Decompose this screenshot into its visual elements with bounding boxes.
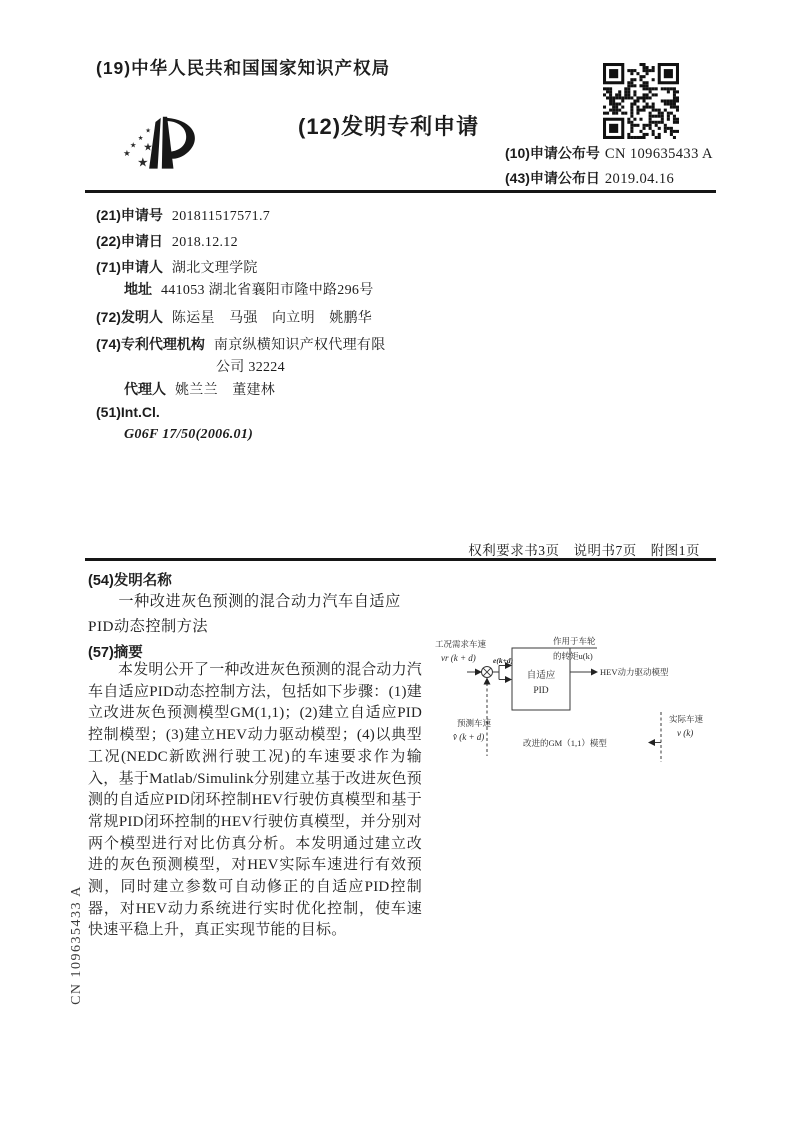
agency-row-line2 [216,356,285,376]
arrow-into-sum-icon [475,669,482,676]
abstract-text: 本发明公开了一种改进灰色预测的混合动力汽车自适应PID动态控制方法，包括如下步骤：(1)建立改进灰色预测模型GM(1,1)；(2)建立自适应PID控制模型；(3)建立HEV动力驱动模型；(4)以典型工况(NEDC新欧洲行驶工况)的车速要求作为输入，基于Matlab/Simulink分别建立基于改进灰色预测的自适应PID闭环控制HEV行驶仿真模型和基于常规PID闭环控制的HEV行驶仿真模型，并分别对两个模型进行对比仿真分析。本发明通过建立改进的灰色预测模型，对HEV实际车速进行有效预测，同时建立参数可自动修正的自适应PID控制器，对HEV动力系统进行实时优化控制，使车速快速平稳上升，真正实现节能的目标。 [88,662,423,939]
address-label: 地址 [124,281,152,297]
agency-row [96,334,386,354]
svg-text:★: ★ [129,140,137,150]
address-value: 441053 湖北省襄阳市隆中路296号 [161,283,374,298]
svg-text:★: ★ [123,147,131,158]
diagram-predicted-speed-label: 预测车速 [457,718,492,728]
diagram-actual-speed-var: v (k) [677,728,694,738]
svg-text:★: ★ [137,154,149,170]
app-date-row [96,231,238,251]
diagram-error-var: e(k+d) [493,656,514,665]
cnipa-logo-icon [112,103,218,193]
invention-title-line2: PID动态控制方法 [88,618,209,635]
side-publication-code: CN 109635433 A [69,885,84,1005]
pub-date-row [505,168,674,188]
invention-title-line1: 一种改进灰色预测的混合动力汽车自适应 [118,593,401,610]
diagram-pid-line2: PID [533,686,549,696]
diagram-actual-speed-label: 实际车速 [669,714,704,724]
diagram-torque-label-line1: 作用于车轮 [553,636,596,646]
applicant-label: (71)申请人 [96,259,163,275]
int-cl-value-row [124,427,253,443]
middle-divider [85,558,716,561]
pub-number-label: (10)申请公布号 [505,145,600,161]
pub-number-row [505,143,713,163]
diagram-gm-block-label: 改进的GM（1,1）模型 [523,738,607,748]
diagram-torque-label-line2: 的转矩u(k) [553,651,593,661]
abstract-label: (57)摘要 [88,645,143,661]
pub-number-value: CN 109635433 A [604,146,713,162]
agency-value-line1: 南京纵横知识产权代理有限 [213,338,386,353]
svg-text:★: ★ [143,141,153,154]
agent-label: 代理人 [124,381,166,397]
inventors-row [96,307,372,327]
pub-date-value: 2019.04.16 [604,171,675,187]
inventors-label: (72)发明人 [96,309,163,325]
diagram-demand-speed-var: vr (k + d) [441,653,476,663]
diagram-hev-block-label: HEV动力驱动模型 [600,667,669,677]
pub-date-label: (43)申请公布日 [505,170,600,186]
diagram-pid-line1: 自适应 [526,671,556,681]
doc-type-title: (12)发明专利申请 [298,114,480,139]
pages-note: 权利要求书3页 说明书7页 附图1页 [468,543,700,558]
header-divider [85,190,716,193]
agency-value-line2: 公司 32224 [216,360,285,375]
control-diagram [433,626,721,768]
agent-value: 姚兰兰 董建林 [175,383,276,398]
int-cl-label: (51)Int.Cl. [96,404,160,420]
invention-title-label: (54)发明名称 [88,573,172,589]
agency-label: (74)专利代理机构 [96,336,205,352]
feedback-arrow-up-icon [484,678,491,685]
arrow-to-hev-icon [591,669,598,676]
qr-code-icon [603,63,679,139]
patent-office-name: (19)中华人民共和国国家知识产权局 [96,58,391,78]
svg-text:★: ★ [145,127,151,135]
app-date-label: (22)申请日 [96,233,163,249]
diagram-demand-speed-label: 工况需求车速 [435,639,487,649]
app-date-value: 2018.12.12 [171,235,238,250]
applicant-row [96,257,258,277]
app-number-row [96,205,270,225]
app-number-label: (21)申请号 [96,207,163,223]
svg-text:★: ★ [137,135,144,143]
address-row [124,279,374,299]
app-number-value: 201811517571.7 [171,209,271,224]
arrow-into-pid-bottom-icon [505,676,512,683]
int-cl-row [96,404,160,422]
diagram-predicted-speed-var: v̂ (k + d) [453,732,485,742]
agent-row [124,379,275,399]
int-cl-value: G06F 17/50(2006.01) [124,427,254,442]
inventors-value: 陈运星 马强 向立明 姚鹏华 [171,311,373,326]
arrow-into-gm-icon [648,739,655,746]
applicant-value: 湖北文理学院 [171,261,258,276]
